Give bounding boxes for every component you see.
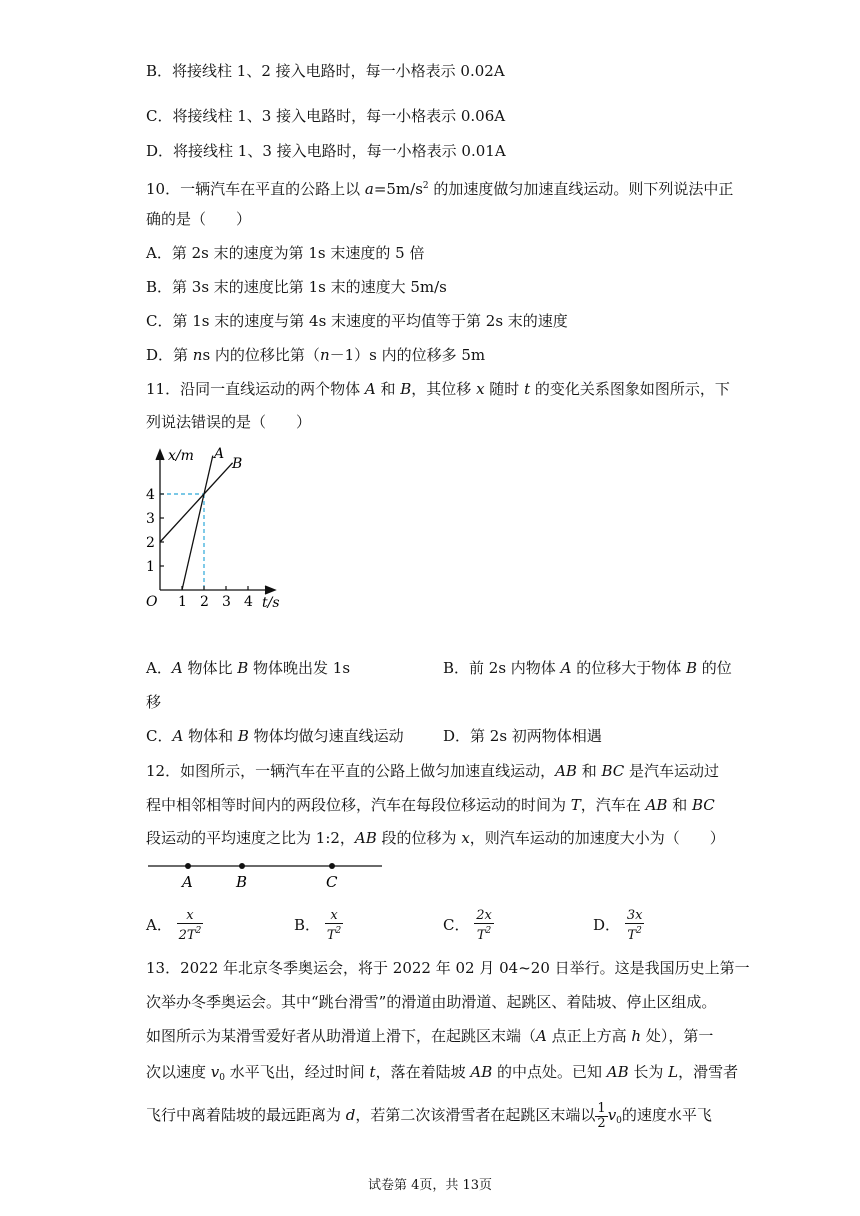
point-c <box>329 863 335 869</box>
q13-line1: 13．2022 年北京冬季奥运会，将于 2022 年 02 月 04~20 日举行。这是我国历史上第一 <box>146 959 750 977</box>
q13-line3: 如图所示为某滑雪爱好者从助滑道上滑下，在起跳区末端（A 点正上方高 h 处），第一 <box>146 1027 714 1045</box>
q13-line2: 次举办冬季奥运会。其中“跳台滑雪”的滑道由助滑道、起跳区、着陆坡、停止区组成。 <box>146 993 717 1011</box>
line-a-label: A <box>214 446 225 462</box>
q12-option-c: C． $\frac{2x}{T^2}$ <box>443 908 492 943</box>
q12-stem-line2: 程中相邻相等时间内的两段位移，汽车在每段位移运动的时间为 T，汽车在 AB 和 BC <box>146 796 715 814</box>
origin-label: O <box>146 594 158 610</box>
q11-option-c: C．A 物体和 B 物体均做匀速直线运动 <box>146 727 404 745</box>
q12-option-d: D． $\frac{3x}{T^2}$ <box>593 908 643 943</box>
q9-option-c: C．将接线柱 1、3 接入电路时，每一小格表示 0.06A <box>146 107 506 125</box>
q12-option-b: B． $\frac{x}{T^2}$ <box>294 908 342 943</box>
q13-line5: 飞行中离着陆坡的最远距离为 d，若第二次该滑雪者在起跳区末端以 $\frac{1}{2}$ $v_0$的速度水平飞 <box>146 1100 712 1131</box>
q10-stem-line2: 确的是（ ） <box>146 210 252 228</box>
y-tick-label: 3 <box>146 511 155 527</box>
q12-stem-line3: 段运动的平均速度之比为 1:2，AB 段的位移为 x，则汽车运动的加速度大小为（ ） <box>146 829 725 847</box>
q12-option-a: A． $\frac{x}{2T^2}$ <box>146 908 202 943</box>
y-tick-label: 2 <box>146 535 155 551</box>
q9-option-d: D．将接线柱 1、3 接入电路时，每一小格表示 0.01A <box>146 142 506 160</box>
q11-stem-line2: 列说法错误的是（ ） <box>146 413 312 431</box>
q9-option-b: B．将接线柱 1、2 接入电路时，每一小格表示 0.02A <box>146 62 505 80</box>
xt-graph <box>138 440 298 612</box>
q11-option-b-line2: 移 <box>146 693 162 711</box>
q10-option-a: A．第 2s 末的速度为第 1s 末速度的 5 倍 <box>146 244 425 262</box>
y-tick-label: 1 <box>146 559 155 575</box>
y-tick-label: 4 <box>146 487 155 503</box>
x-tick-label: 2 <box>200 594 209 610</box>
page-footer: 试卷第 4页，共 13页 <box>367 1178 493 1193</box>
point-a <box>185 863 191 869</box>
point-c-label: C <box>326 873 338 891</box>
q12-stem: 12．如图所示，一辆汽车在平直的公路上做匀加速直线运动，AB 和 BC 是汽车运动过 <box>146 762 720 780</box>
q13-line4: 次以速度 $v_0$ 水平飞出，经过时间 t，落在着陆坡 AB 的中点处。已知 AB 长为 L，滑雪者 <box>146 1063 739 1083</box>
q10-option-b: B．第 3s 末的速度比第 1s 末的速度大 5m/s <box>146 278 447 296</box>
x-tick-label: 3 <box>222 594 231 610</box>
point-a-label: A <box>182 873 193 891</box>
y-axis-label: x/m <box>168 448 194 464</box>
x-tick-label: 1 <box>178 594 187 610</box>
abc-diagram <box>146 856 386 892</box>
q11-option-a: A．A 物体比 B 物体晚出发 1s <box>146 659 351 677</box>
y-axis-arrow <box>156 450 164 460</box>
q11-option-d: D．第 2s 初两物体相遇 <box>443 727 602 745</box>
x-axis-arrow <box>265 586 275 594</box>
q10-option-d: D．第 ns 内的位移比第（n－1）s 内的位移多 5m <box>146 346 486 364</box>
series-line-a <box>182 456 213 590</box>
q10-option-c: C．第 1s 末的速度与第 4s 末速度的平均值等于第 2s 末的速度 <box>146 312 568 330</box>
point-b-label: B <box>236 873 248 891</box>
line-b-label: B <box>232 456 243 472</box>
q11-stem: 11．沿同一直线运动的两个物体 A 和 B，其位移 x 随时 t 的变化关系图象如图所示，下 <box>146 380 730 398</box>
point-b <box>239 863 245 869</box>
q11-option-b: B．前 2s 内物体 A 的位移大于物体 B 的位 <box>443 659 732 677</box>
x-tick-label: 4 <box>244 594 253 610</box>
x-axis-label: t/s <box>262 595 280 611</box>
q10-stem: 10．一辆汽车在平直的公路上以 $a=5m/s^2$ 的加速度做匀加速直线运动。则下列说法中正 <box>146 180 734 198</box>
